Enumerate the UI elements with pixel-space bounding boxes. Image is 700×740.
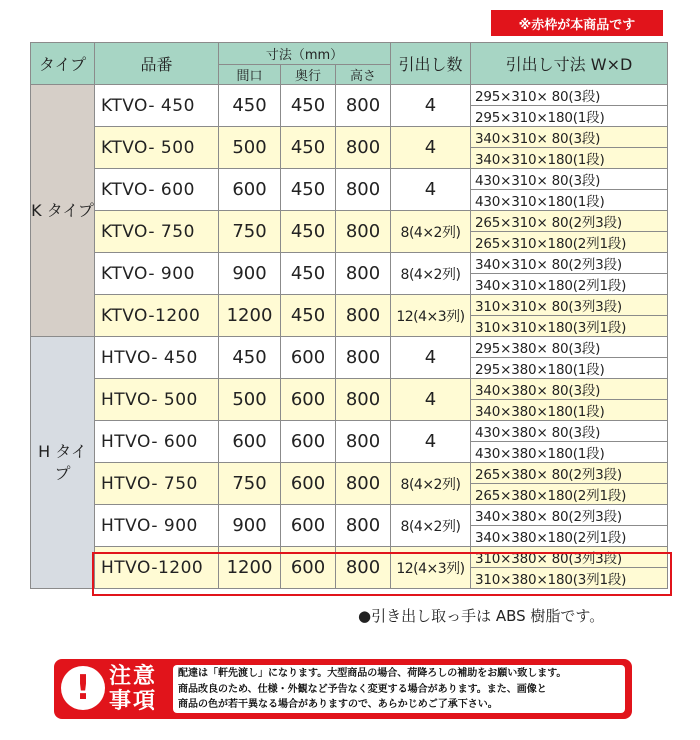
drawer-count: 4: [391, 85, 471, 127]
depth-value: 600: [281, 547, 336, 589]
drawer-size: 340×380×180(2列1段): [471, 526, 668, 547]
drawer-count: 8(4×2列): [391, 463, 471, 505]
width-value: 750: [219, 463, 281, 505]
height-value: 800: [336, 547, 391, 589]
drawer-size: 295×310× 80(3段): [471, 85, 668, 106]
drawer-count: 4: [391, 379, 471, 421]
header-width: 間口: [219, 65, 281, 85]
height-value: 800: [336, 127, 391, 169]
drawer-count: 4: [391, 169, 471, 211]
drawer-size: 340×310× 80(3段): [471, 127, 668, 148]
drawer-size: 340×310×180(2列1段): [471, 274, 668, 295]
table-row: [31, 337, 668, 358]
height-value: 800: [336, 421, 391, 463]
width-value: 600: [219, 169, 281, 211]
header-height: 高さ: [336, 65, 391, 85]
model-number: KTVO- 900: [95, 253, 219, 295]
drawer-size: 310×310× 80(3列3段): [471, 295, 668, 316]
depth-value: 450: [281, 211, 336, 253]
model-number: HTVO-1200: [95, 547, 219, 589]
height-value: 800: [336, 379, 391, 421]
model-number: KTVO- 750: [95, 211, 219, 253]
depth-value: 450: [281, 85, 336, 127]
drawer-size: 340×380× 80(3段): [471, 379, 668, 400]
depth-value: 600: [281, 421, 336, 463]
table-row: [31, 505, 668, 526]
header-drawer-count: 引出し数: [391, 43, 471, 85]
model-number: HTVO- 900: [95, 505, 219, 547]
drawer-count: 12(4×3列): [391, 547, 471, 589]
depth-value: 450: [281, 169, 336, 211]
height-value: 800: [336, 253, 391, 295]
spec-table: [30, 42, 668, 589]
model-number: HTVO- 500: [95, 379, 219, 421]
type-label: K タイプ: [31, 85, 95, 337]
drawer-count: 8(4×2列): [391, 211, 471, 253]
depth-value: 600: [281, 505, 336, 547]
height-value: 800: [336, 463, 391, 505]
depth-value: 600: [281, 379, 336, 421]
caution-box: [54, 659, 632, 719]
drawer-size: 295×310×180(1段): [471, 106, 668, 127]
height-value: 800: [336, 211, 391, 253]
caution-text: 配達は「軒先渡し」になります。大型商品の場合、荷降ろしの補助をお願い致します。 商品改良のため、仕様・外観など予告なく変更する場合があります。また、画像と 商品の色が若干異なる場合がありますので、あらかじめご了承下さい。: [173, 665, 625, 713]
drawer-size: 265×380×180(2列1段): [471, 484, 668, 505]
drawer-size: 265×310× 80(2列3段): [471, 211, 668, 232]
drawer-size: 340×310× 80(2列3段): [471, 253, 668, 274]
caution-title: 注意 事項: [109, 664, 158, 714]
handle-material-note: ●引き出し取っ手は ABS 樹脂です。: [358, 607, 605, 625]
type-label: H タイプ: [31, 337, 95, 589]
drawer-count: 4: [391, 337, 471, 379]
drawer-size: 430×310× 80(3段): [471, 169, 668, 190]
header-model: 品番: [95, 43, 219, 85]
height-value: 800: [336, 169, 391, 211]
drawer-size: 430×310×180(1段): [471, 190, 668, 211]
table-row: [31, 421, 668, 442]
model-number: HTVO- 600: [95, 421, 219, 463]
width-value: 450: [219, 85, 281, 127]
width-value: 600: [219, 421, 281, 463]
table-row: [31, 295, 668, 316]
height-value: 800: [336, 505, 391, 547]
table-row: [31, 169, 668, 190]
width-value: 900: [219, 505, 281, 547]
model-number: HTVO- 750: [95, 463, 219, 505]
width-value: 750: [219, 211, 281, 253]
width-value: 500: [219, 127, 281, 169]
table-row: [31, 211, 668, 232]
model-number: KTVO- 450: [95, 85, 219, 127]
header-type: タイプ: [31, 43, 95, 85]
table-row: [31, 379, 668, 400]
drawer-size: 265×310×180(2列1段): [471, 232, 668, 253]
height-value: 800: [336, 337, 391, 379]
model-number: HTVO- 450: [95, 337, 219, 379]
depth-value: 600: [281, 337, 336, 379]
exclamation-icon: !: [61, 666, 105, 710]
width-value: 500: [219, 379, 281, 421]
height-value: 800: [336, 85, 391, 127]
drawer-size: 265×380× 80(2列3段): [471, 463, 668, 484]
drawer-size: 310×380× 80(3列3段): [471, 547, 668, 568]
depth-value: 450: [281, 295, 336, 337]
header-drawer-size: 引出し寸法 W×D: [471, 43, 668, 85]
current-product-notice: ※赤枠が本商品です: [491, 10, 663, 36]
drawer-size: 430×380×180(1段): [471, 442, 668, 463]
table-row: [31, 85, 668, 106]
model-number: KTVO-1200: [95, 295, 219, 337]
model-number: KTVO- 600: [95, 169, 219, 211]
table-row: [31, 253, 668, 274]
table-row: [31, 463, 668, 484]
width-value: 1200: [219, 547, 281, 589]
drawer-count: 8(4×2列): [391, 253, 471, 295]
table-row: [31, 547, 668, 568]
depth-value: 600: [281, 463, 336, 505]
height-value: 800: [336, 295, 391, 337]
drawer-size: 310×310×180(3列1段): [471, 316, 668, 337]
drawer-size: 310×380×180(3列1段): [471, 568, 668, 589]
drawer-count: 12(4×3列): [391, 295, 471, 337]
header-depth: 奥行: [281, 65, 336, 85]
drawer-count: 4: [391, 421, 471, 463]
depth-value: 450: [281, 127, 336, 169]
drawer-size: 340×380× 80(2列3段): [471, 505, 668, 526]
drawer-count: 8(4×2列): [391, 505, 471, 547]
depth-value: 450: [281, 253, 336, 295]
width-value: 450: [219, 337, 281, 379]
model-number: KTVO- 500: [95, 127, 219, 169]
drawer-size: 340×380×180(1段): [471, 400, 668, 421]
drawer-count: 4: [391, 127, 471, 169]
drawer-size: 340×310×180(1段): [471, 148, 668, 169]
drawer-size: 295×380×180(1段): [471, 358, 668, 379]
drawer-size: 430×380× 80(3段): [471, 421, 668, 442]
width-value: 900: [219, 253, 281, 295]
drawer-size: 295×380× 80(3段): [471, 337, 668, 358]
table-row: [31, 127, 668, 148]
header-size: 寸法（mm）: [219, 43, 391, 65]
width-value: 1200: [219, 295, 281, 337]
